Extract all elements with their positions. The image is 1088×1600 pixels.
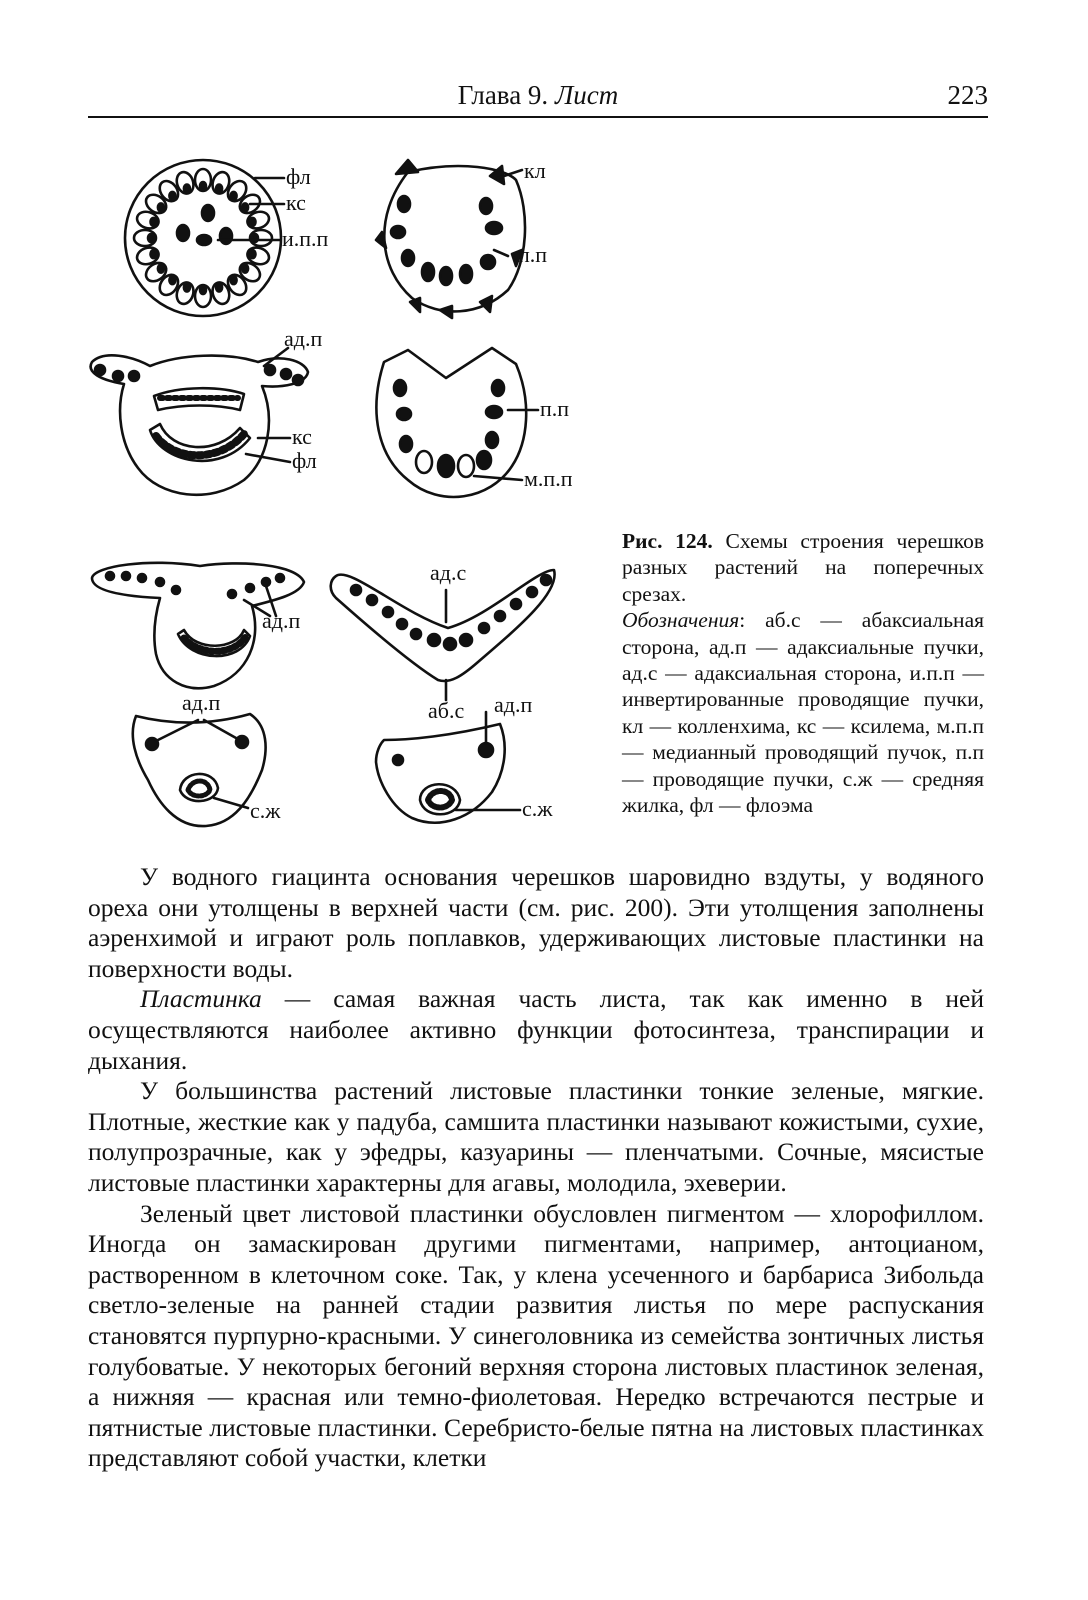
caption-number: Рис. 124.: [622, 529, 713, 553]
diagram-median-bundle: [376, 348, 538, 497]
bundle-xylem: [158, 265, 164, 273]
label-adp-2: ад.п: [262, 608, 301, 633]
bundle-xylem: [242, 265, 248, 273]
diagram-v-shaped: [331, 570, 555, 700]
caption-legend-heading: Обозначения: [622, 608, 740, 633]
label-kl: кл: [524, 158, 546, 183]
bundle-xylem: [216, 185, 222, 193]
label-szh-1: с.ж: [250, 798, 281, 823]
bundle-xylem: [148, 234, 154, 242]
label-adp-4: ад.п: [494, 692, 533, 717]
bundle-xylem: [151, 250, 157, 258]
caption-legend: : аб.с — абаксиальная сторона, ад.п — адаксиальные пучки, ад.с — адаксиальная сторона, и.п.п — инвертированные проводящие пучки, кл — колленхима, кс — ксилема, м.п.п — медианный проводящий пучок, п.п — проводящие пучки, с.ж — средняя жилка, фл — флоэма: [622, 608, 984, 818]
label-abs: аб.с: [428, 698, 465, 723]
label-ipp: и.п.п: [282, 226, 329, 251]
label-pp-2: п.п: [540, 396, 570, 421]
paragraph-3: У большинства растений листовые пластинки тонкие зеленые, мягкие. Плотные, жесткие как у падуба, самшита пластинки называют кожистыми, сухие, полупрозрачные, как у эфедры, казуарины — пленчатыми. Сочные, мясистые листовые пластинки характерны для агавы, молодила, эхеверии.: [88, 1076, 984, 1197]
bundle-xylem: [250, 218, 256, 226]
bundle-xylem: [184, 284, 190, 292]
label-fl-2: фл: [292, 448, 317, 473]
label-adp-3: ад.п: [182, 690, 221, 715]
bundle-xylem: [158, 203, 164, 211]
figure-124-diagrams: [0, 130, 620, 850]
diagram-winged-arc: [91, 348, 308, 495]
chapter-topic: Лист: [554, 80, 619, 110]
bundle-xylem: [216, 284, 222, 292]
bundle-xylem: [250, 250, 256, 258]
bundle-xylem: [242, 203, 248, 211]
bundle-xylem: [200, 182, 206, 190]
label-szh-2: с.ж: [522, 796, 553, 821]
diagram-ring-of-bundles: [125, 160, 284, 316]
term-plastinka: Пластинка: [140, 984, 262, 1014]
paragraph-2: [88, 984, 984, 1076]
bundle-xylem: [200, 286, 206, 294]
chapter-label: Глава 9.: [457, 80, 549, 110]
label-ads: ад.с: [430, 560, 467, 585]
caption-text: Схемы строения черешков разных растений на поперечных срезах.: [622, 529, 984, 606]
bundle-xylem: [231, 192, 237, 200]
header-title: [88, 80, 988, 111]
diagram-rounded-midrib: [376, 712, 520, 823]
paragraph-4: Зеленый цвет листовой пластинки обусловлен пигментом — хлорофиллом. Иногда он замаскирован другими пигментами, например, антоцианом, растворенном в клеточном соке. Так, у клена усеченного и барбариса Зибольда светло-зеленые на ранней стадии развития листья по мере распускания становятся пурпурно-красными. У синеголовника из семейства зонтичных листья голубоватые. У некоторых бегоний верхняя сторона листовых пластинок зеленая, а нижняя — красная или темно-фиолетовая. Нередко встречаются пестрые и пятнистые листовые пластинки. Серебристо-белые пятна на листовых пластинках представляют собой участки, клетки: [88, 1198, 984, 1473]
label-pp-1: п.п: [518, 242, 548, 267]
label-adp-1: ад.п: [284, 326, 323, 351]
bundle-xylem: [169, 276, 175, 284]
figure-caption: [622, 528, 984, 818]
label-mpp: м.п.п: [524, 466, 573, 491]
diagram-collenchyma-bundles: [376, 160, 525, 318]
body-text: [88, 862, 984, 1474]
bundle-xylem: [151, 218, 157, 226]
paragraph-2-text: — самая важная часть листа, так как именно в ней осуществляются наиболее активно функции фотосинтеза, транспирации и дыхания.: [88, 984, 984, 1075]
paragraph-1: У водного гиацинта основания черешков шаровидно вздуты, у водяного ореха они утолщены в верхней части (см. рис. 200). Эти утолщения заполнены аэренхимой и играют роль поплавков, удерживающих листовые пластинки на поверхности воды.: [88, 862, 984, 983]
bundle-xylem: [184, 185, 190, 193]
label-ks-2: кс: [292, 424, 312, 449]
bundle-xylem: [231, 276, 237, 284]
page-number: 223: [947, 80, 988, 110]
diagram-triangle-midrib: [133, 714, 266, 826]
label-ks-1: кс: [286, 190, 306, 215]
running-header: [88, 78, 988, 118]
label-fl-1: фл: [286, 164, 311, 189]
bundle-xylem: [169, 192, 175, 200]
